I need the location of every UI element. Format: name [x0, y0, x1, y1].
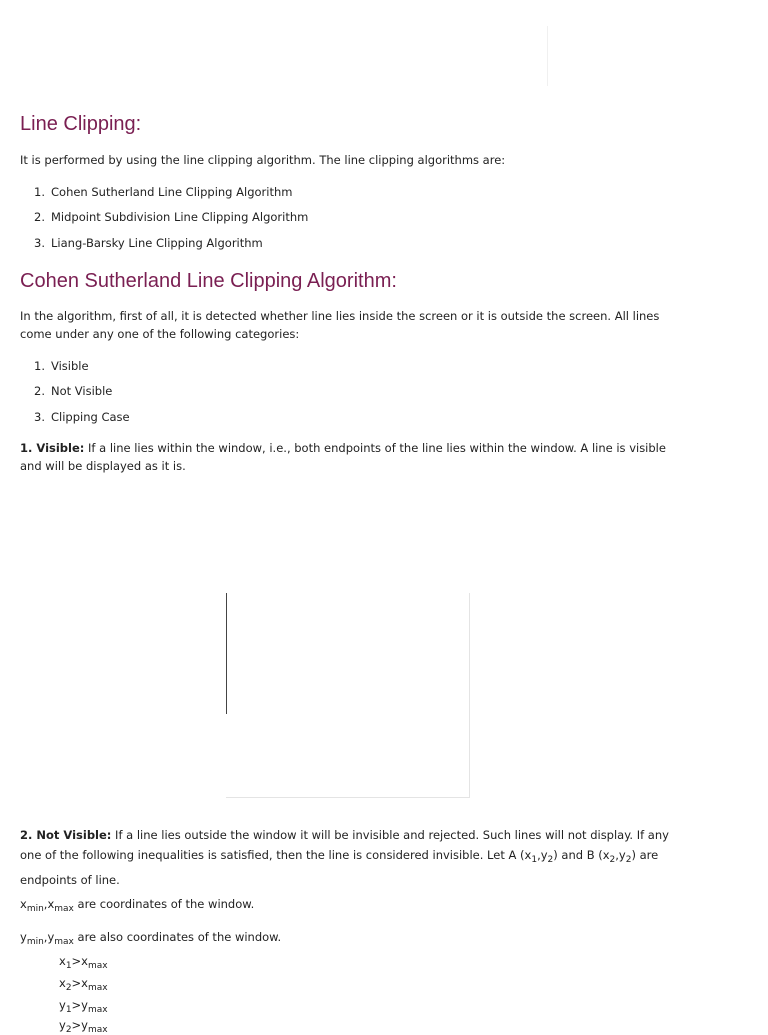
y-coordinates-text: $y_{min},y_{max}$ are also coordinates of the window.: [20, 930, 282, 947]
inequality: $x_2>x_{max}$: [59, 976, 108, 993]
list-item: 3. Liang-Barsky Line Clipping Algorithm: [34, 235, 263, 250]
x-coordinates-text: $x_{min},x_{max}$ are coordinates of the window.: [20, 897, 255, 914]
clipping-window-figure: [226, 593, 470, 798]
algorithms-list: [34, 183, 308, 259]
ad-divider: [547, 26, 548, 86]
heading-cohen-sutherland: Cohen Sutherland Line Clipping Algorithm:: [20, 270, 397, 292]
list-item: 3. Clipping Case: [34, 409, 130, 424]
visible-paragraph: 1. Visible: If a line lies within the window, i.e., both endpoints of the line lies within the window. A line is visible and will be displayed as it is.: [20, 441, 666, 473]
heading-line-clipping: Line Clipping:: [20, 113, 142, 135]
inequality: $x_1>x_{max}$: [59, 954, 108, 971]
not-visible-paragraph: 2. Not Visible: If a line lies outside the window it will be invisible and rejected. Such lines will not display. If any one of the following inequalities is satisfied, then the line is considered invisible. Let A $(x_1,y_2)$ and B $(x_2,y_2)$ are endpoints of line.: [20, 828, 669, 887]
list-item: 2. Not Visible: [34, 384, 113, 399]
inequality: $y_1>y_{max}$: [59, 998, 108, 1015]
list-item: 2. Midpoint Subdivision Line Clipping Algorithm: [34, 210, 309, 225]
list-item: 1. Cohen Sutherland Line Clipping Algorithm: [34, 185, 293, 199]
intro-paragraph: It is performed by using the line clipping algorithm. The line clipping algorithms are:: [20, 153, 506, 167]
categories-list: [34, 357, 130, 433]
inequality: $y_2>y_{max}$: [59, 1018, 108, 1035]
line-segment: [226, 593, 227, 714]
list-item: 1. Visible: [34, 359, 89, 373]
algorithm-paragraph: In the algorithm, first of all, it is detected whether line lies inside the screen or it is outside the screen. All lines come under any one of the following categories:: [20, 309, 660, 341]
